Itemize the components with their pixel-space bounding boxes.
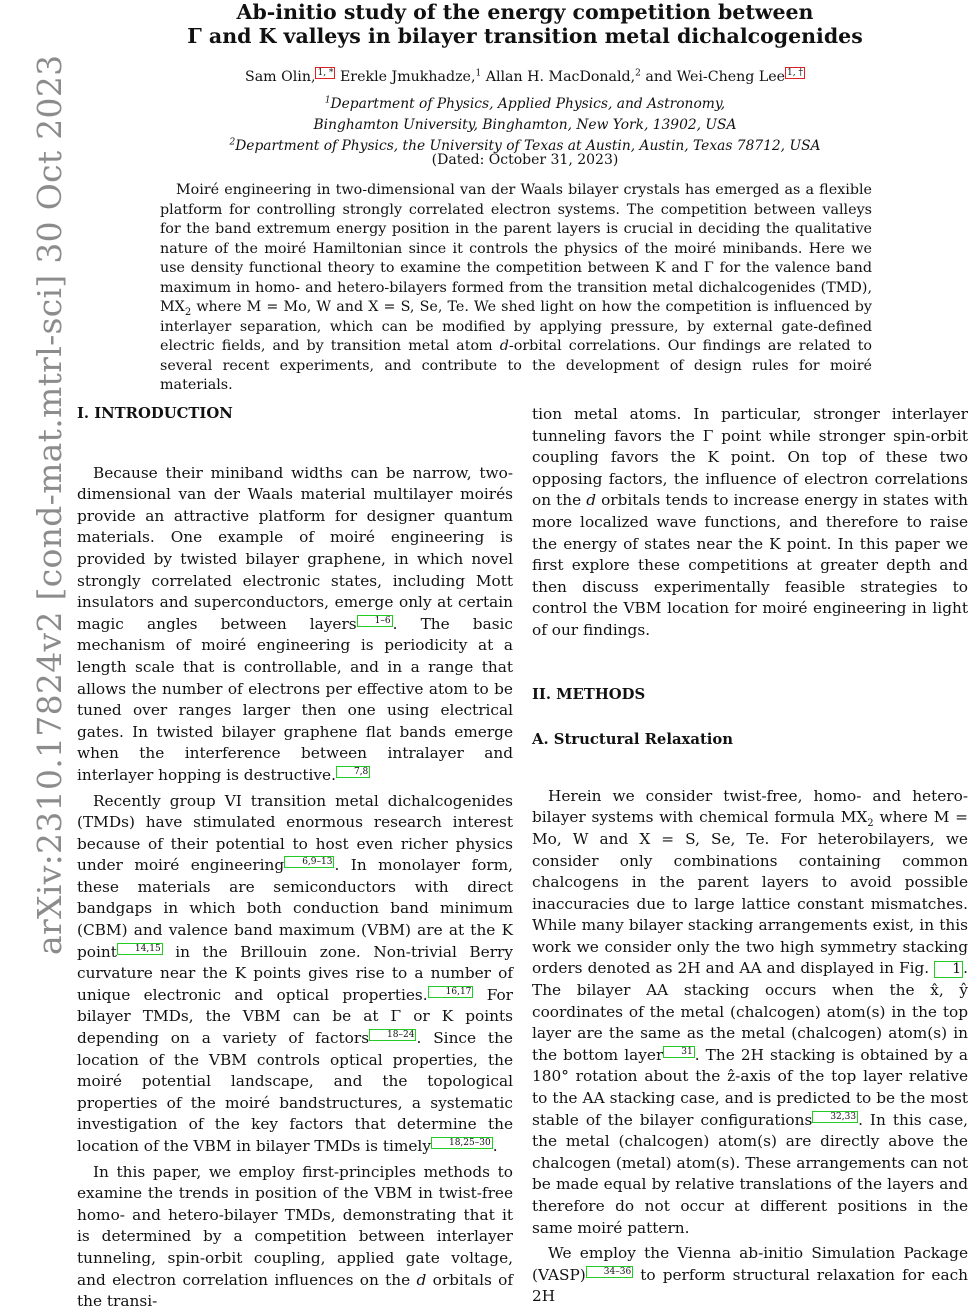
affiliation-1-line-1: $^1$Department of Physics, Applied Physics, and Astronomy, (324, 95, 726, 112)
abstract: Moiré engineering in two-dimensional van der Waals bilayer crystals has emerged as a flexible platform for controlling strongly correlated electron systems. The competition between valleys for the band extremum energy position in the parent layers is crucial in deciding the qualitative nature of the moiré Hamiltonian since it controls the physics of the moiré minibands. Here we use density functional theory to examine the competition between K and Γ for the valence band maximum in homo- and hetero-bilayers formed from the transition metal dichalcogenides (TMD), $MX_2$ where M = Mo, W and X = S, Se, Te. We shed light on how the competition is influenced by interlayer separation, which can be modified by applying pressure, by external gate-defined electric fields, and by transition metal atom d-orbital correlations. Our findings are related to several recent experiments, and contribute to the development of design rules for moiré materials. (160, 182, 873, 393)
methods-paragraph-2: We employ the Vienna ab-initio Simulation Package (VASP) 34–36 to perform structural relaxation for each 2H (532, 1244, 968, 1306)
citation-link[interactable]: 18–24 (369, 1029, 416, 1041)
citation-link[interactable]: 16,17 (428, 986, 474, 998)
methods-paragraph-1: Herein we consider twist-free, homo- and hetero- bilayer systems with chemical formula $MX_2$ where M = Mo, W and X = S, Se, Te. For heterobilayers, we consider only combinations containing common chalcogens in the parent layers to avoid possible inaccuracies due to large lattice constant mismatches. While many bilayer stacking arrangements exist, in this work we consider only the two high symmetry stacking orders denoted as 2H and AA and displayed in Fig. 1 . The bilayer AA stacking occurs when the x̂, ŷ coordinates of the metal (chalcogen) atom(s) in the top layer are the same as the metal (chalcogen) atom(s) in the bottom layer 31 . The 2H stacking is obtained by a 180° rotation about the ẑ-axis of the top layer relative to the AA stacking case, and is predicted to be the most stable of the bilayer configurations 32,33 . In this case, the metal (chalcogen) atom(s) are directly above the chalcogen (metal) atom(s). These arrangements can not be made equal by relative translations of the layers and therefore do not occur at different positions in the same moiré pattern. (532, 786, 969, 1237)
author-macdonald: Allan H. MacDonald, (485, 69, 636, 85)
citation-link[interactable]: 18,25–30 (431, 1137, 493, 1149)
affiliation-2: $^2$Department of Physics, the University of Texas at Austin, Austin, Texas 78712, USA (229, 137, 821, 154)
author-lee: and Wei-Cheng Lee (645, 69, 786, 85)
citation-link[interactable]: 32,33 (812, 1111, 858, 1123)
author-olin: Sam Olin, (244, 69, 316, 85)
author-lee-footnote-link[interactable]: 1, † (787, 68, 803, 79)
intro-paragraph-3-continued: tion metal atoms. In particular, stronger interlayer tunneling favors the Γ point while stronger spin-orbit coupling favors the K point. On top of these two opposing factors, the influence of electron correlations on the d orbitals tends to increase energy in states with more localized wave functions, and therefore to raise the energy of states near the K point. In this paper we first explore these competitions at greater depth and then discuss experimentally feasible strategies to control the VBM location for moiré engineering in light of our findings. (532, 405, 968, 639)
citation-link[interactable]: 34–36 (586, 1266, 633, 1278)
intro-paragraph-3: In this paper, we employ first-principles methods to examine the trends in position of the VBM in twist-free homo- and hetero-bilayer TMDs, demonstrating that it is determined by a competition between interlayer tunneling, spin-orbit coupling, applied gate voltage, and electron correlation influences on the d orbitals of the transi- (77, 1162, 513, 1311)
author-list (120, 67, 930, 87)
title-line-1: Ab-initio study of the energy competition between (236, 0, 814, 24)
author-jmukhadze-affil: 1 (475, 68, 482, 79)
intro-paragraph-1: Because their miniband widths can be narrow, two-dimensional van der Waals material multilayer moirés provide an attractive platform for designer quantum materials. One example of moiré engineering is provided by twisted bilayer graphene, in which novel strongly correlated electronic states, including Mott insulators and superconductors, emerge only at certain magic angles between layers 1–6 . The basic mechanism of moiré engineering is periodicity at a length scale that is controllable, and in a range that allows the number of electrons per effective atom to be tuned over ranges larger then one using electrical gates. In twisted bilayer graphene flat bands emerge when the interference between intralayer and interlayer hopping is destructive. 7,8 (77, 463, 514, 784)
section-heading-methods: II. METHODS (532, 685, 646, 703)
left-column (77, 403, 513, 1313)
arxiv-identifier: arXiv:2310.17824v2 [cond-mat.mtrl-sci] 30 Oct 2023 (30, 54, 69, 955)
citation-link[interactable]: 14,15 (117, 943, 163, 955)
figure-link[interactable]: 1 (934, 961, 963, 978)
title-line-2: Γ and K valleys in bilayer transition metal dichalcogenides (187, 24, 863, 48)
affiliation-1-line-2: Binghamton University, Binghamton, New York, 13902, USA (313, 117, 737, 133)
author-jmukhadze: Erekle Jmukhadze, (339, 69, 476, 85)
section-heading-introduction: I. INTRODUCTION (77, 405, 233, 422)
author-macdonald-affil: 2 (635, 68, 641, 79)
citation-link[interactable]: 7,8 (336, 766, 370, 778)
citation-link[interactable]: 6,9–13 (284, 856, 334, 868)
paper-title (120, 0, 930, 48)
date-line: (Dated: October 31, 2023) (431, 152, 619, 168)
affiliations (120, 94, 930, 157)
citation-link[interactable]: 1–6 (357, 615, 393, 627)
author-olin-footnote-link[interactable]: 1, * (317, 68, 334, 79)
subsection-heading-structural-relaxation: A. Structural Relaxation (532, 731, 734, 749)
arxiv-sidebar (0, 0, 69, 1200)
intro-paragraph-2: Recently group VI transition metal dichalcogenides (TMDs) have stimulated enormous research interest because of their potential to host even richer physics under moiré engineering 6,9–13 . In monolayer form, these materials are semiconductors with direct bandgaps in which both conduction band minimum (CBM) and valence band maximum (VBM) are at the K point 14,15 in the Brillouin zone. Non-trivial Berry curvature near the K points gives rise to a number of unique electronic and optical properties. 16,17 For bilayer TMDs, the VBM can be at Γ or K points depending on a variety of factors 18–24 . Since the location of the VBM controls optical properties, the moiré potential landscape, and the topological properties of the moiré bandstructures, a systematic investigation of the key factors that determine the location of the VBM in bilayer TMDs is timely 18,25–30 . (77, 791, 513, 1155)
right-column (532, 404, 968, 1308)
citation-link[interactable]: 31 (663, 1046, 694, 1058)
